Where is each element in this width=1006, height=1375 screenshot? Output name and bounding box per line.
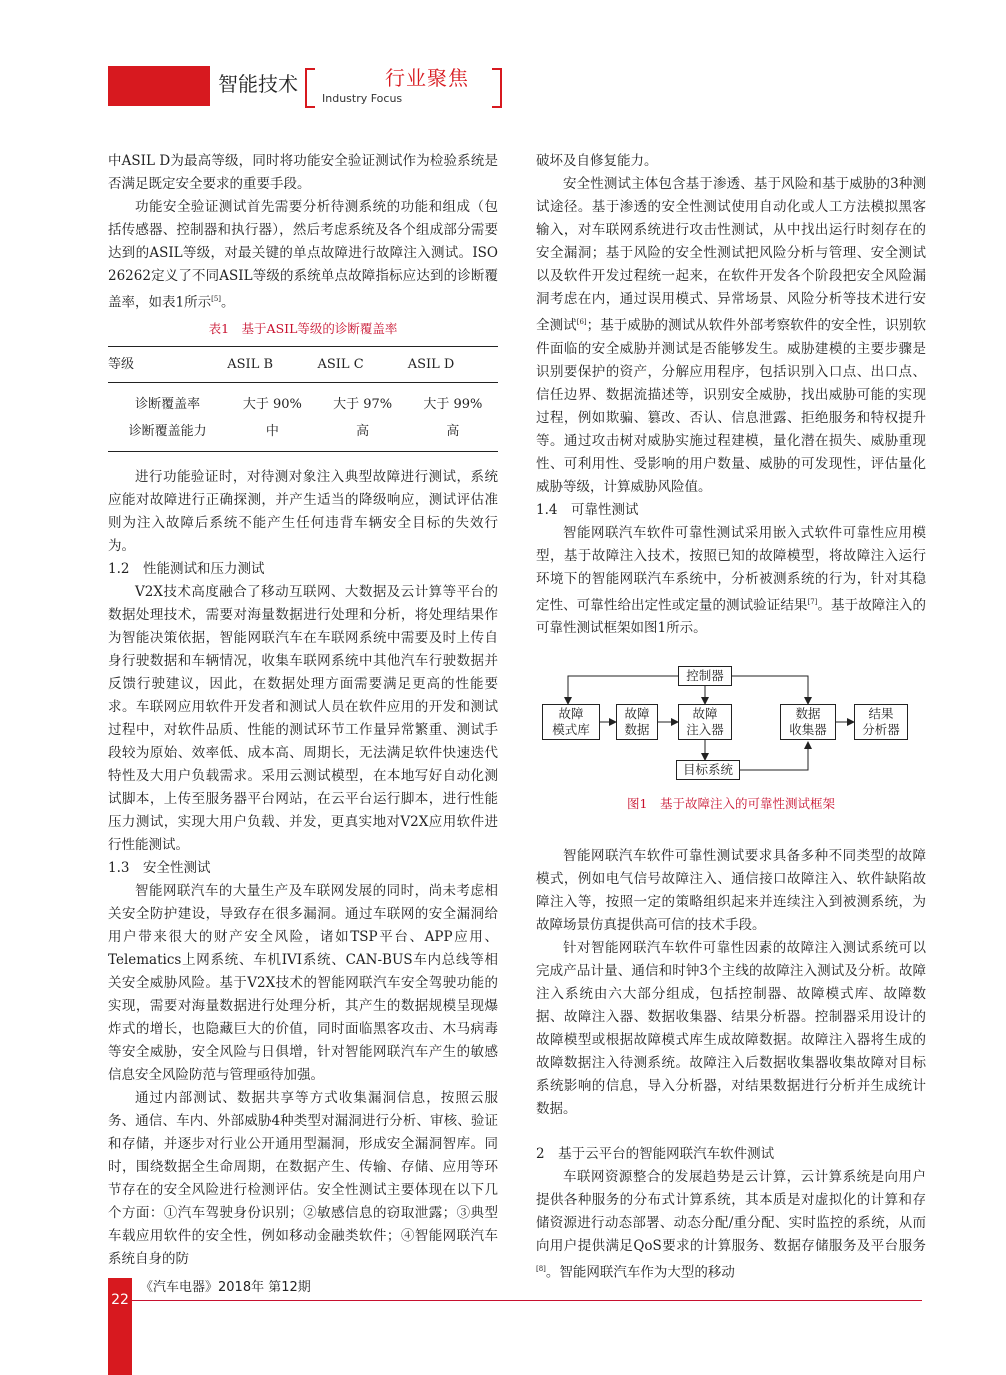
table-cell: 大于 90% — [242, 396, 302, 412]
header-bracket-right — [492, 68, 502, 108]
section-heading: 2 基于云平台的智能网联汽车软件测试 — [536, 1146, 775, 1162]
result-analyzer-box: 结果 分析器 — [854, 704, 908, 740]
header-bracket-left — [305, 68, 315, 108]
header-red-block — [108, 66, 210, 106]
paragraph: 智能网联汽车软件可靠性测试采用嵌入式软件可靠性应用模型，基于故障注入技术，按照已知的故障模型，将故障注入运行环境下的智能网联汽车系统中，分析被测系统的行为，针对其稳定性、可靠性给出定性或定量的测试验证结果[7]。基于故障注入的可靠性测试框架如图1所示。 — [536, 524, 926, 636]
header-title: 行业聚焦 — [385, 66, 469, 90]
paragraph: 功能安全验证测试首先需要分析待测系统的功能和组成（包括传感器、控制器和执行器），然后考虑系统及各个组成部分需要达到的ASIL等级，对最关键的单点故障进行故障注入测试。ISO 26262定义了不同ASIL等级的系统单点故障指标应达到的诊断覆盖率，如表1所示[5]。 — [108, 199, 498, 311]
journal-info: 《汽车电器》2018年 第12期 — [140, 1280, 311, 1295]
paragraph: 通过内部测试、数据共享等方式收集漏洞信息，按照云服务、通信、车内、外部威胁4种类型对漏洞进行分析、审核、验证和存储，并逐步对行业公开通用型漏洞，形成安全漏洞智库。同时，围绕数据全生命周期，在数据产生、传输、存储、应用等环节存在的安全风险进行检测评估。安全性测试主要体现在以下几个方面：①汽车驾驶身份识别；②敏感信息的窃取泄露；③典型车载应用软件的安全性，例如移动金融类软件；④智能网联汽车系统自身的防 — [108, 1089, 498, 1267]
paragraph: 中ASIL D为最高等级，同时将功能安全验证测试作为检验系统是否满足既定安全要求的重要手段。 — [108, 153, 498, 192]
controller-box: 控制器 — [678, 666, 732, 686]
table-cell: 诊断覆盖能力 — [108, 418, 227, 452]
asil-coverage-table — [108, 346, 498, 452]
table-caption: 表1 基于ASIL等级的诊断覆盖率 — [208, 320, 398, 336]
paragraph: 安全性测试主体包含基于渗透、基于风险和基于威胁的3种测试途径。基于渗透的安全性测试使用自动化或人工方法模拟黑客输入，对车联网系统进行攻击性测试，从中找出运行时刻存在的安全漏洞；基于风险的安全性测试把风险分析与管理、安全测试以及软件开发过程统一起来，在软件开发各个阶段把安全风险漏洞考虑在内，通过误用模式、异常场景、风险分析等技术进行安全测试[6]；基于威胁的测试从软件外部考察软件的安全性，识别软件面临的安全威胁并测试是否能够发生。威胁建模的主要步骤是识别要保护的资产，分解应用程序，包括识别入口点、出口点、信任边界、数据流描述等，识别安全威胁，找出威胁可能的实现过程，例如欺骗、篡改、否认、信息泄露、拒绝服务和特权提升等。通过攻击树对威胁实施过程建模，量化潜在损失、威胁重现性、可利用性、受影响的用户数量、威胁的可发现性，评估量化威胁等级，计算威胁风险值。 — [536, 176, 927, 495]
paragraph: 智能网联汽车软件可靠性测试要求具备多种不同类型的故障模式，例如电气信号故障注入、通信接口故障注入、软件缺陷故障注入等，按照一定的策略组织起来并连续注入到被测系统，为故障场景仿真提供高可信的技术手段。 — [536, 848, 926, 933]
target-system-box: 目标系统 — [676, 760, 740, 780]
data-collector-box: 数据 收集器 — [780, 704, 836, 740]
table-cell: 高 — [408, 418, 498, 452]
footer-rule — [132, 1300, 922, 1301]
table-cell: 高 — [318, 418, 408, 452]
fault-library-box: 故障 模式库 — [542, 704, 600, 740]
paragraph: 智能网联汽车的大量生产及车联网发展的同时，尚未考虑相关安全防护建设，导致存在很多漏洞。通过车联网的安全漏洞给用户带来很大的财产安全风险，诸如TSP平台、APP应用、Telematics上网系统、车机IVI系统、CAN-BUS车内总线等相关安全威胁风险。基于V2X技术的智能网联汽车安全驾驶功能的实现，需要对海量数据进行处理分析，其产生的数据规模呈现爆炸式的增长，也隐藏巨大的价值，同时面临黑客攻击、木马病毒等安全威胁，安全风险与日俱增，针对智能网联汽车产生的敏感信息安全风险防范与管理亟待加强。 — [108, 882, 498, 1083]
citation: [8] — [536, 1265, 546, 1273]
table-header: ASIL B — [227, 346, 317, 382]
page-number: 22 — [111, 1292, 129, 1308]
fault-injection-diagram — [536, 662, 926, 788]
table-header: 等级 — [108, 346, 227, 382]
table-cell: 大于 99% — [423, 396, 483, 412]
citation: [5] — [211, 295, 222, 303]
section-heading: 1.4 可靠性测试 — [536, 501, 639, 518]
fault-data-box: 故障 数据 — [616, 704, 658, 740]
paragraph: 破坏及自修复能力。 — [536, 153, 658, 169]
table-header: ASIL C — [318, 346, 408, 382]
paragraph: V2X技术高度融合了移动互联网、大数据及云计算等平台的数据处理技术，需要对海量数据进行处理和分析，将处理结果作为智能决策依据，智能网联汽车在车联网系统中需要及时上传自身行驶数据和车辆情况，收集车联网系统中其他汽车行驶数据并反馈行驶建议，因此，在数据处理方面需要满足更高的性能要求。车联网应用软件开发者和测试人员在软件应用的开发和测试过程中，对软件品质、性能的测试环节工作量异常繁重、测试手段较为原始、效率低、成本高、周期长，无法满足软件快速迭代特性及大用户负载需求。采用云测试模型，在本地写好自动化测试脚本，上传至服务器平台网站，在云平台运行脚本，进行性能压力测试，实现大用户负载、并发，更真实地对V2X应用软件进行性能测试。 — [108, 583, 498, 853]
citation: [7] — [807, 597, 818, 606]
table-row — [108, 382, 498, 418]
right-column — [536, 150, 926, 1285]
paragraph: 车联网资源整合的发展趋势是云计算，云计算系统是向用户提供各种服务的分布式计算系统，其本质是对虚拟化的计算和存储资源进行动态部署、动态分配/重分配、实时监控的系统，从而向用户提供满足QoS要求的计算服务、数据存储服务及平台服务[8]。智能网联汽车作为大型的移动 — [536, 1169, 926, 1281]
paragraph: 针对智能网联汽车软件可靠性因素的故障注入测试系统可以完成产品计量、通信和时钟3个主线的故障注入测试及分析。故障注入系统由六大部分组成，包括控制器、故障模式库、故障数据、故障注入器、数据收集器、结果分析器。控制器采用设计的故障模型或根据故障模式库生成故障数据。故障注入器将生成的故障数据注入待测系统。故障注入后数据收集器收集故障对目标系统影响的信息，导入分析器，对结果数据进行分析并生成统计数据。 — [536, 940, 926, 1117]
paragraph: 进行功能验证时，对待测对象注入典型故障进行测试，系统应能对故障进行正确探测，并产生适当的降级响应，测试评估准则为注入故障后系统不能产生任何违背车辆安全目标的失效行为。 — [108, 468, 498, 554]
table-cell: 诊断覆盖率 — [135, 396, 201, 412]
left-column — [108, 150, 498, 1271]
citation: [6] — [576, 318, 587, 326]
fault-injector-box: 故障 注入器 — [678, 704, 732, 740]
table-cell: 大于 97% — [333, 396, 393, 412]
figure-caption: 图1 基于故障注入的可靠性测试框架 — [627, 796, 835, 811]
header-section-label: 智能技术 — [218, 72, 298, 96]
section-heading: 1.2 性能测试和压力测试 — [108, 560, 265, 577]
table-cell: 中 — [227, 418, 317, 452]
header-title-english: Industry Focus — [322, 92, 403, 105]
table-row — [108, 418, 498, 452]
table-header: ASIL D — [408, 346, 498, 382]
section-heading: 1.3 安全性测试 — [108, 859, 211, 876]
